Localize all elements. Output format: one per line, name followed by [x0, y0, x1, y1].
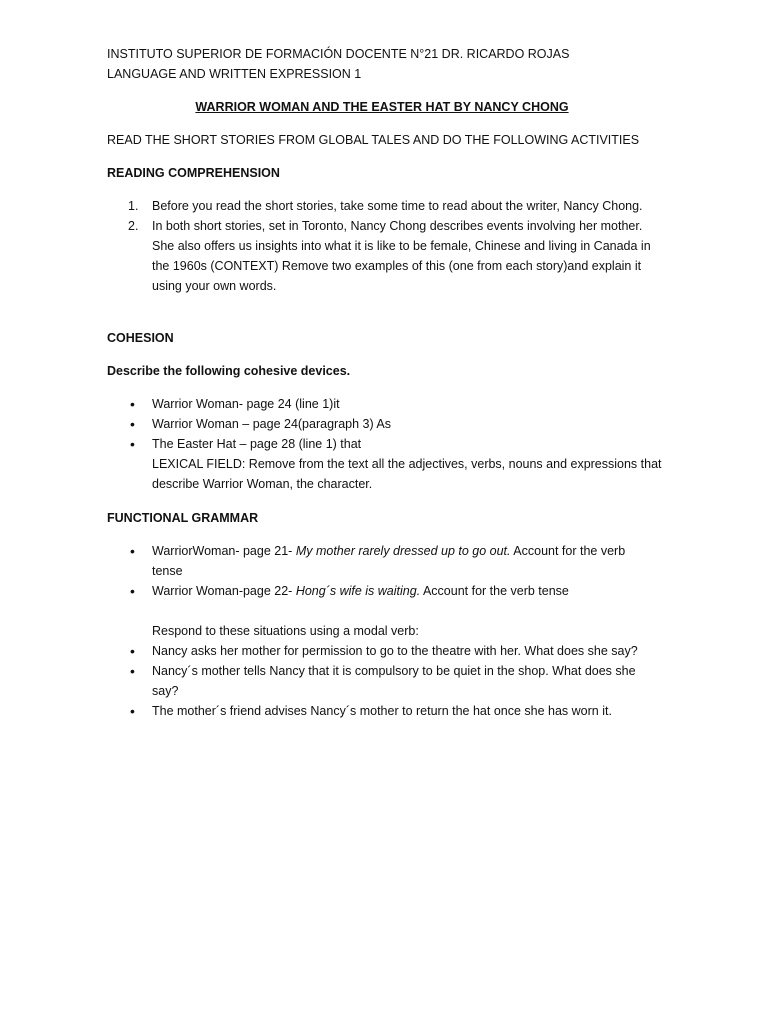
- situation-line: • Nancy´s mother tells Nancy that it is compulsory to be quiet in the shop. What does she: [152, 664, 636, 678]
- situation-line: • Nancy asks her mother for permission to go to the theatre with her. What does she say?: [152, 644, 638, 658]
- situation-line: • The mother´s friend advises Nancy´s mother to return the hat once she has worn it.: [152, 704, 612, 718]
- document-page: [107, 44, 667, 721]
- cohesion-heading: COHESION: [107, 331, 174, 345]
- grammar-heading: FUNCTIONAL GRAMMAR: [107, 511, 259, 525]
- lexical-field-line: describe Warrior Woman, the character.: [152, 477, 373, 491]
- item-number: 1.: [128, 199, 139, 213]
- reading-list: [107, 196, 667, 296]
- reading-item-line: the 1960s (CONTEXT) Remove two examples of this (one from each story)and explain it: [152, 259, 642, 273]
- situation-item: [107, 641, 667, 661]
- modal-verb-instruction: Respond to these situations using a modal verb:: [152, 624, 419, 638]
- course-header: LANGUAGE AND WRITTEN EXPRESSION 1: [107, 67, 362, 81]
- reading-item-2: [107, 216, 667, 296]
- situations-list: [107, 641, 667, 721]
- lexical-field-line: LEXICAL FIELD: Remove from the text all the adjectives, verbs, nouns and expressions that: [152, 457, 662, 471]
- item-number: 2.: [128, 219, 139, 233]
- cohesion-item: • The Easter Hat – page 28 (line 1) that: [107, 434, 667, 454]
- reading-item-1: [107, 196, 667, 216]
- reading-heading: READING COMPREHENSION: [107, 166, 280, 180]
- cohesion-list: [107, 394, 667, 454]
- cohesion-item: • Warrior Woman – page 24(paragraph 3) As: [107, 414, 667, 434]
- reading-item-line: She also offers us insights into what it is like to be female, Chinese and living in Canada in: [152, 239, 651, 253]
- grammar-item-2: [107, 581, 667, 601]
- grammar-item-quote: Hong´s wife is waiting.: [295, 584, 421, 598]
- grammar-item-quote: My mother rarely dressed up to go out.: [295, 544, 511, 558]
- reading-item-line: using your own words.: [152, 279, 277, 293]
- grammar-list: [107, 541, 667, 601]
- general-instruction: READ THE SHORT STORIES FROM GLOBAL TALES AND DO THE FOLLOWING ACTIVITIES: [107, 133, 640, 147]
- grammar-item-prefix: Warrior Woman-page 22-: [152, 584, 296, 598]
- grammar-item-continuation: tense: [152, 564, 183, 578]
- grammar-item-1: [107, 541, 667, 581]
- grammar-item-suffix: Account for the verb: [510, 544, 626, 558]
- reading-item-line: In both short stories, set in Toronto, Nancy Chong describes events involving her mother.: [152, 219, 643, 233]
- cohesion-subheading: Describe the following cohesive devices.: [107, 364, 351, 378]
- situation-line: say?: [152, 684, 179, 698]
- cohesion-item: • Warrior Woman- page 24 (line 1)it: [107, 394, 667, 414]
- grammar-item-prefix: WarriorWoman- page 21-: [152, 544, 296, 558]
- situation-item: [107, 701, 667, 721]
- situation-item: [107, 661, 667, 701]
- reading-item-text: Before you read the short stories, take some time to read about the writer, Nancy Chong.: [152, 199, 643, 213]
- document-title: WARRIOR WOMAN AND THE EASTER HAT BY NANCY CHONG: [195, 100, 569, 114]
- grammar-item-suffix: Account for the verb tense: [420, 584, 569, 598]
- institution-header: INSTITUTO SUPERIOR DE FORMACIÓN DOCENTE N°21 DR. RICARDO ROJAS: [107, 47, 570, 61]
